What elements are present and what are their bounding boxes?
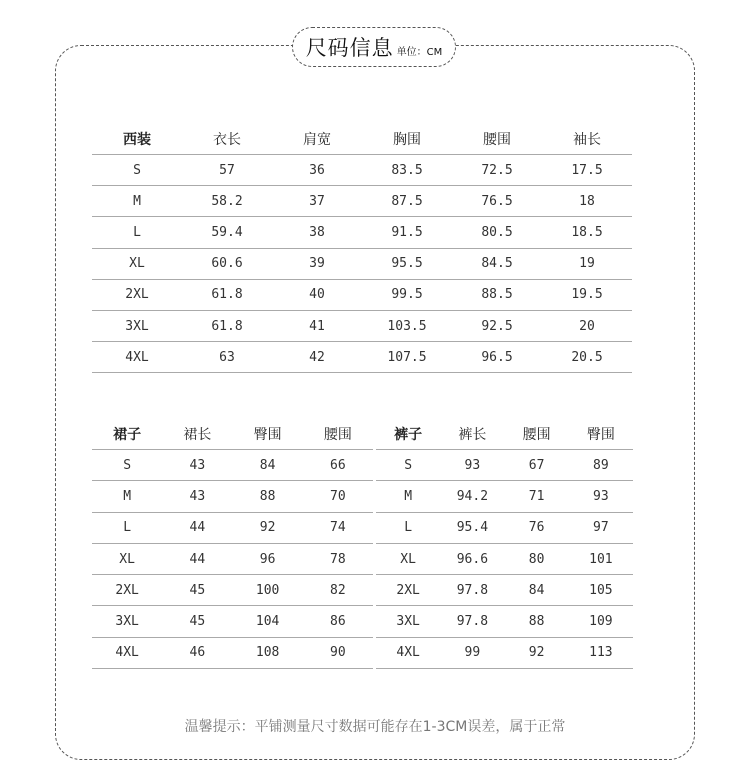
measurement-cell: 71 (505, 481, 569, 512)
measurement-cell: 60.6 (182, 248, 272, 279)
measurement-cell: 80.5 (452, 217, 542, 248)
column-header: 臀围 (233, 419, 303, 450)
measurement-cell: 44 (162, 543, 232, 574)
table-row (92, 248, 632, 279)
table-row (376, 606, 633, 637)
column-header: 袖长 (542, 124, 632, 155)
size-cell: S (376, 450, 440, 481)
size-cell: 3XL (92, 310, 182, 341)
measurement-cell: 36 (272, 155, 362, 186)
measurement-cell: 44 (162, 512, 232, 543)
table-row (92, 155, 632, 186)
column-header: 裤长 (440, 419, 504, 450)
size-cell: XL (376, 543, 440, 574)
size-cell: M (376, 481, 440, 512)
skirt-size-table (92, 419, 373, 669)
table-header-row (92, 419, 373, 450)
measurement-cell: 88.5 (452, 279, 542, 310)
measurement-cell: 46 (162, 637, 232, 668)
table-row (92, 606, 373, 637)
table-row (376, 481, 633, 512)
measurement-cell: 94.2 (440, 481, 504, 512)
measurement-cell: 59.4 (182, 217, 272, 248)
measurement-cell: 57 (182, 155, 272, 186)
measurement-cell: 66 (303, 450, 373, 481)
size-cell: M (92, 481, 162, 512)
measurement-cell: 104 (233, 606, 303, 637)
table-row (92, 481, 373, 512)
title-badge (292, 27, 456, 67)
table-row (92, 186, 632, 217)
measurement-cell: 78 (303, 543, 373, 574)
table-row (92, 342, 632, 373)
size-cell: S (92, 450, 162, 481)
measurement-cell: 41 (272, 310, 362, 341)
size-cell: XL (92, 543, 162, 574)
measurement-cell: 99 (440, 637, 504, 668)
size-cell: 4XL (92, 342, 182, 373)
measurement-cell: 70 (303, 481, 373, 512)
measurement-cell: 45 (162, 606, 232, 637)
measurement-cell: 109 (569, 606, 633, 637)
measurement-cell: 88 (505, 606, 569, 637)
table-row (376, 512, 633, 543)
size-cell: XL (92, 248, 182, 279)
table-row (376, 637, 633, 668)
table-row (92, 217, 632, 248)
measurement-cell: 61.8 (182, 310, 272, 341)
size-cell: 3XL (376, 606, 440, 637)
measurement-cell: 76.5 (452, 186, 542, 217)
measurement-cell: 18 (542, 186, 632, 217)
suit-size-table (92, 124, 632, 373)
measurement-cell: 108 (233, 637, 303, 668)
measurement-cell: 43 (162, 481, 232, 512)
table-row (92, 543, 373, 574)
table-row (376, 575, 633, 606)
measurement-cell: 89 (569, 450, 633, 481)
column-header: 肩宽 (272, 124, 362, 155)
measurement-cell: 18.5 (542, 217, 632, 248)
size-cell: 2XL (92, 279, 182, 310)
column-header: 衣长 (182, 124, 272, 155)
measurement-cell: 84 (233, 450, 303, 481)
measurement-cell: 107.5 (362, 342, 452, 373)
measurement-cell: 103.5 (362, 310, 452, 341)
size-cell: 3XL (92, 606, 162, 637)
table-row (376, 450, 633, 481)
table-header-row (92, 124, 632, 155)
measurement-cell: 113 (569, 637, 633, 668)
measurement-cell: 72.5 (452, 155, 542, 186)
measurement-cell: 97.8 (440, 575, 504, 606)
measurement-cell: 42 (272, 342, 362, 373)
column-header: 臀围 (569, 419, 633, 450)
size-cell: L (92, 512, 162, 543)
size-cell: L (92, 217, 182, 248)
table-category-header: 裤子 (376, 419, 440, 450)
measurement-cell: 96 (233, 543, 303, 574)
measurement-cell: 91.5 (362, 217, 452, 248)
measurement-cell: 90 (303, 637, 373, 668)
measurement-cell: 67 (505, 450, 569, 481)
size-cell: L (376, 512, 440, 543)
size-cell: 4XL (376, 637, 440, 668)
size-cell: 2XL (92, 575, 162, 606)
measurement-cell: 97.8 (440, 606, 504, 637)
pants-size-table (376, 419, 633, 669)
measurement-cell: 82 (303, 575, 373, 606)
measurement-cell: 43 (162, 450, 232, 481)
measurement-cell: 95.4 (440, 512, 504, 543)
measurement-cell: 38 (272, 217, 362, 248)
column-header: 腰围 (303, 419, 373, 450)
measurement-cell: 86 (303, 606, 373, 637)
column-header: 腰围 (452, 124, 542, 155)
measurement-cell: 100 (233, 575, 303, 606)
measurement-cell: 84.5 (452, 248, 542, 279)
measurement-cell: 87.5 (362, 186, 452, 217)
measurement-cell: 17.5 (542, 155, 632, 186)
column-header: 胸围 (362, 124, 452, 155)
measurement-cell: 88 (233, 481, 303, 512)
measurement-cell: 92.5 (452, 310, 542, 341)
table-category-header: 裙子 (92, 419, 162, 450)
measurement-cell: 76 (505, 512, 569, 543)
measurement-cell: 105 (569, 575, 633, 606)
measurement-cell: 84 (505, 575, 569, 606)
column-header: 裙长 (162, 419, 232, 450)
table-row (92, 310, 632, 341)
measurement-cell: 96.5 (452, 342, 542, 373)
size-cell: 4XL (92, 637, 162, 668)
table-header-row (376, 419, 633, 450)
size-cell: M (92, 186, 182, 217)
measurement-cell: 80 (505, 543, 569, 574)
measurement-cell: 93 (569, 481, 633, 512)
measurement-cell: 40 (272, 279, 362, 310)
measurement-cell: 37 (272, 186, 362, 217)
table-row (92, 450, 373, 481)
measurement-note: 温馨提示：平铺测量尺寸数据可能存在1-3CM误差，属于正常 (184, 719, 566, 735)
measurement-cell: 101 (569, 543, 633, 574)
measurement-cell: 20.5 (542, 342, 632, 373)
column-header: 腰围 (505, 419, 569, 450)
measurement-cell: 39 (272, 248, 362, 279)
table-row (92, 637, 373, 668)
measurement-cell: 92 (505, 637, 569, 668)
measurement-cell: 45 (162, 575, 232, 606)
measurement-cell: 95.5 (362, 248, 452, 279)
measurement-cell: 96.6 (440, 543, 504, 574)
size-cell: S (92, 155, 182, 186)
measurement-cell: 93 (440, 450, 504, 481)
measurement-cell: 92 (233, 512, 303, 543)
measurement-cell: 20 (542, 310, 632, 341)
unit-label: 单位：CM (396, 47, 443, 58)
measurement-cell: 74 (303, 512, 373, 543)
measurement-cell: 58.2 (182, 186, 272, 217)
table-row (376, 543, 633, 574)
measurement-cell: 19 (542, 248, 632, 279)
measurement-cell: 63 (182, 342, 272, 373)
measurement-cell: 99.5 (362, 279, 452, 310)
table-row (92, 279, 632, 310)
table-category-header: 西装 (92, 124, 182, 155)
measurement-cell: 19.5 (542, 279, 632, 310)
measurement-cell: 61.8 (182, 279, 272, 310)
measurement-cell: 83.5 (362, 155, 452, 186)
page-title: 尺码信息 (305, 36, 394, 60)
measurement-cell: 97 (569, 512, 633, 543)
table-row (92, 512, 373, 543)
size-cell: 2XL (376, 575, 440, 606)
table-row (92, 575, 373, 606)
